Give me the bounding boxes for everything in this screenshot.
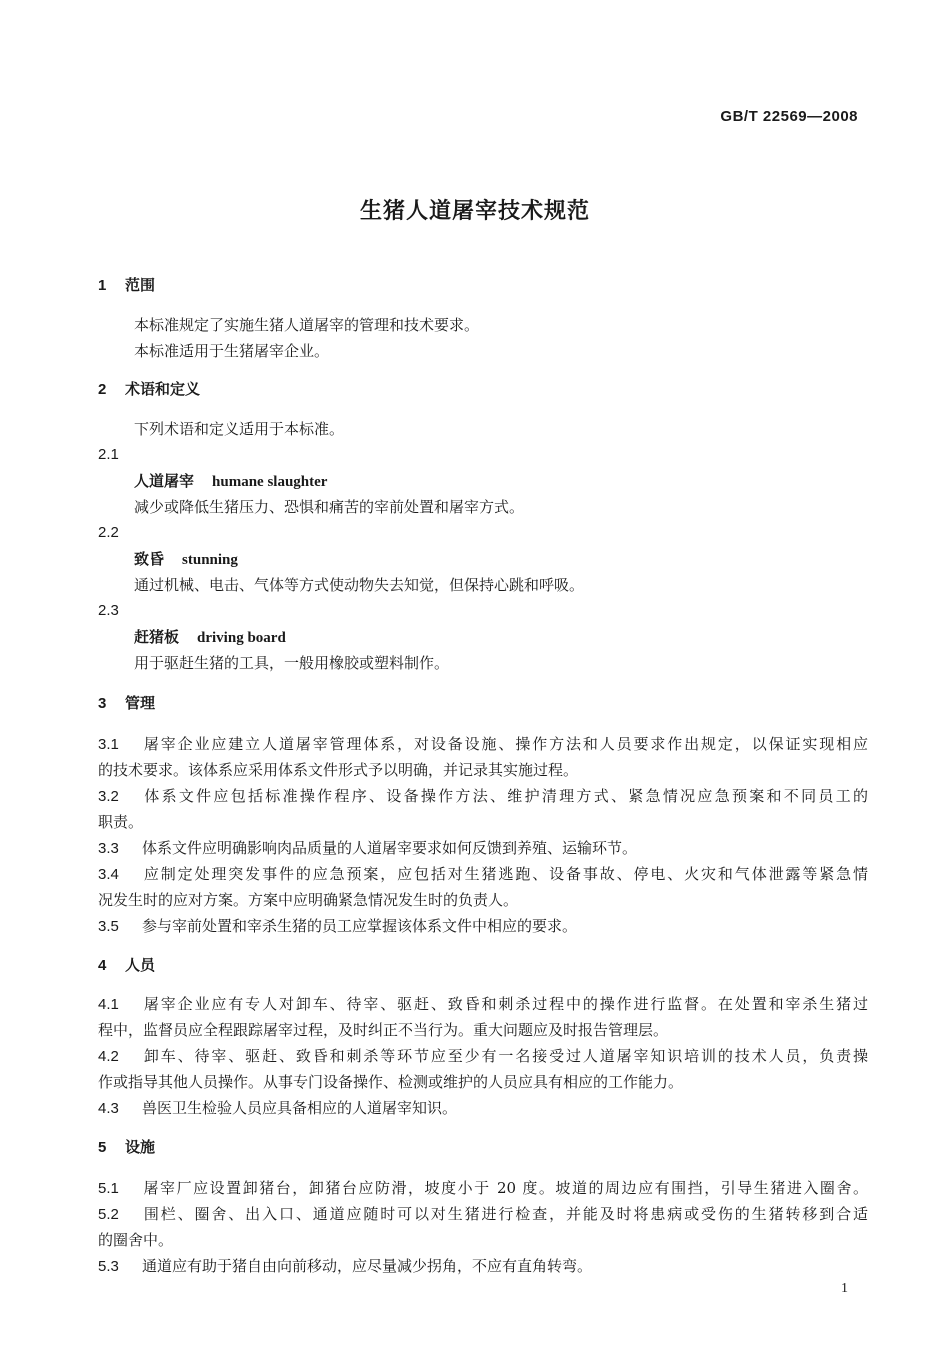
clause-4-2-cont: 作或指导其他人员操作。从事专门设备操作、检测或维护的人员应具有相应的工作能力。	[98, 1073, 684, 1091]
clause-4-1-cont: 程中，监督员应全程跟踪屠宰过程，及时纠正不当行为。重大问题应及时报告管理层。	[98, 1021, 669, 1039]
term-entry: 致昏 stunning	[134, 550, 238, 568]
term-number: 2.3	[98, 602, 119, 619]
paragraph: 下列术语和定义适用于本标准。	[134, 420, 345, 438]
term-definition: 通过机械、电击、气体等方式使动物失去知觉，但保持心跳和呼吸。	[134, 576, 585, 594]
clause-4-2: 4.2 卸车、待宰、驱赶、致昏和刺杀等环节应至少有一名接受过人道屠宰知识培训的技术人员，负责操	[98, 1047, 868, 1065]
term-definition: 用于驱赶生猪的工具，一般用橡胶或塑料制作。	[134, 654, 450, 672]
clause-3-3: 3.3 体系文件应明确影响肉品质量的人道屠宰要求如何反馈到养殖、运输环节。	[98, 839, 638, 857]
paragraph: 本标准规定了实施生猪人道屠宰的管理和技术要求。	[134, 316, 480, 334]
clause-5-3: 5.3 通道应有助于猪自由向前移动，应尽量减少拐角，不应有直角转弯。	[98, 1257, 593, 1275]
standard-number: GB/T 22569—2008	[720, 108, 858, 125]
paragraph: 本标准适用于生猪屠宰企业。	[134, 342, 330, 360]
clause-3-2: 3.2 体系文件应包括标准操作程序、设备操作方法、维护清理方式、紧急情况应急预案和不同员工的	[98, 787, 868, 805]
clause-3-2-cont: 职责。	[98, 813, 144, 831]
section-heading-1: 1 范围	[98, 276, 156, 294]
section-heading-5: 5 设施	[98, 1138, 156, 1156]
term-number: 2.2	[98, 524, 119, 541]
clause-5-2-cont: 的圈舍中。	[98, 1231, 174, 1249]
clause-4-3: 4.3 兽医卫生检验人员应具备相应的人道屠宰知识。	[98, 1099, 458, 1117]
term-entry: 人道屠宰 humane slaughter	[134, 472, 328, 490]
clause-3-5: 3.5 参与宰前处置和宰杀生猪的员工应掌握该体系文件中相应的要求。	[98, 917, 578, 935]
clause-5-1: 5.1 屠宰厂应设置卸猪台，卸猪台应防滑，坡度小于 20 度。坡道的周边应有围挡，引导生猪进入圈舍。	[98, 1179, 868, 1197]
term-number: 2.1	[98, 446, 119, 463]
page-number: 1	[841, 1281, 848, 1296]
clause-5-2: 5.2 围栏、圈舍、出入口、通道应随时可以对生猪进行检查，并能及时将患病或受伤的生猪转移到合适	[98, 1205, 868, 1223]
clause-3-1-cont: 的技术要求。该体系应采用体系文件形式予以明确，并记录其实施过程。	[98, 761, 579, 779]
clause-3-4: 3.4 应制定处理突发事件的应急预案，应包括对生猪逃跑、设备事故、停电、火灾和气体泄露等紧急情	[98, 865, 868, 883]
section-heading-3: 3 管理	[98, 694, 156, 712]
clause-4-1: 4.1 屠宰企业应有专人对卸车、待宰、驱赶、致昏和刺杀过程中的操作进行监督。在处置和宰杀生猪过	[98, 995, 868, 1013]
term-definition: 减少或降低生猪压力、恐惧和痛苦的宰前处置和屠宰方式。	[134, 498, 525, 516]
term-entry: 赶猪板 driving board	[134, 628, 286, 646]
document-title: 生猪人道屠宰技术规范	[359, 199, 590, 224]
section-heading-2: 2 术语和定义	[98, 380, 201, 398]
clause-3-4-cont: 况发生时的应对方案。方案中应明确紧急情况发生时的负责人。	[98, 891, 519, 909]
section-heading-4: 4 人员	[98, 956, 156, 974]
clause-3-1: 3.1 屠宰企业应建立人道屠宰管理体系，对设备设施、操作方法和人员要求作出规定，以保证实现相应	[98, 735, 868, 753]
